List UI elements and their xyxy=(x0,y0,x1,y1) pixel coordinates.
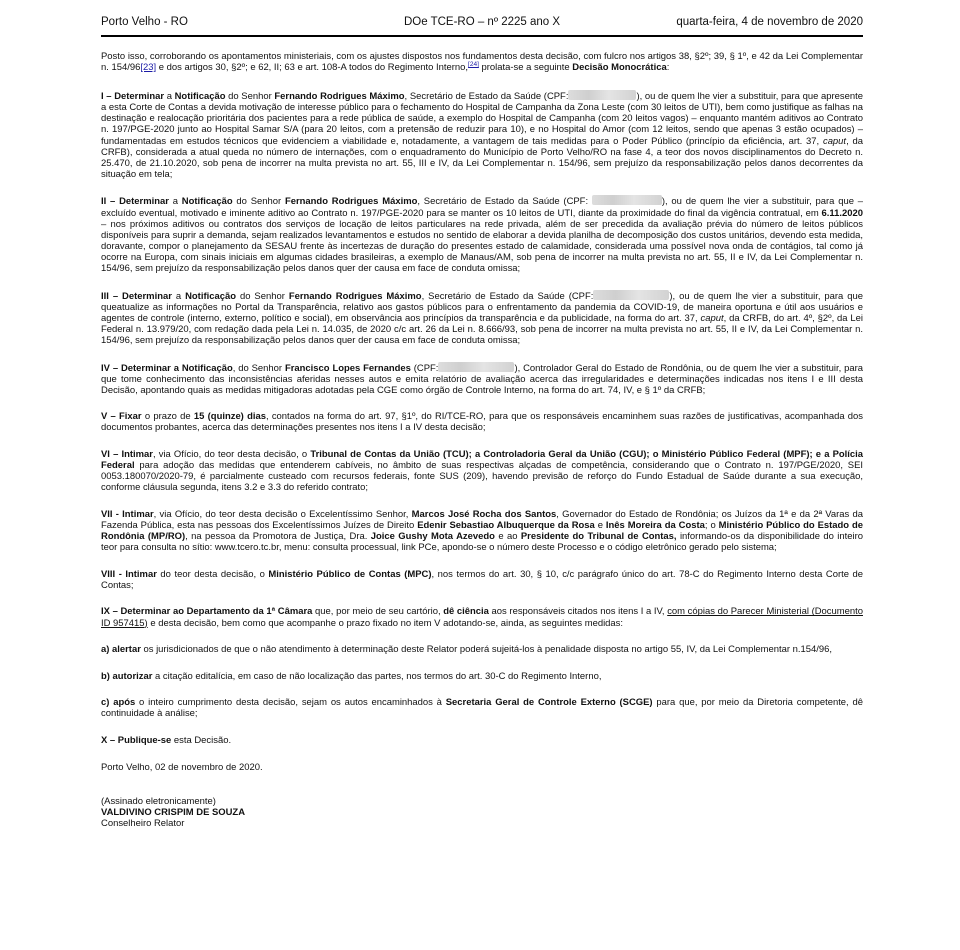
paragraph-item-v: V – Fixar o prazo de 15 (quinze) dias, contados na forma do art. 97, §1º, do RI/TCE-RO, para que os responsáveis encaminhem suas razões de justificativas, acompanhada dos documentos probantes, acerca das determinações presentes nos itens I a IV desta decisão; xyxy=(101,411,864,434)
redacted-cpf xyxy=(438,362,514,372)
place-date: Porto Velho, 02 de novembro de 2020. xyxy=(101,761,263,773)
header-city: Porto Velho - RO xyxy=(101,16,188,28)
paragraph-item-a: a) alertar os jurisdicionados de que o não atendimento à determinação deste Relator poderá sujeitá-los à penalidade disposta no artigo 55, IV, da Lei Complementar n.154/96, xyxy=(101,644,833,656)
signature-name: VALDIVINO CRISPIM DE SOUZA xyxy=(101,806,246,818)
footnote-link-24[interactable]: [24] xyxy=(468,60,479,68)
paragraph-item-x: X – Publique-se esta Decisão. xyxy=(101,735,232,747)
paragraph-item-b: b) autorizar a citação editalícia, em caso de não localização das partes, nos termos do art. 30-C do Regimento Interno, xyxy=(101,670,602,682)
signature-role: Conselheiro Relator xyxy=(101,818,185,830)
paragraph-item-c: c) após o inteiro cumprimento desta decisão, sejam os autos encaminhados à Secretaria Geral de Controle Externo (SCGE) para que, por meio da Diretoria competente, dê continuidade à análise; xyxy=(101,697,863,720)
document-body xyxy=(101,51,863,829)
header-date: quarta-feira, 4 de novembro de 2020 xyxy=(676,16,863,28)
redacted-cpf xyxy=(592,195,662,205)
paragraph-item-iv: IV – Determinar a Notificação, do Senhor Francisco Lopes Fernandes (CPF: ), Controlador Geral do Estado de Rondônia, ou de quem lhe vier a substituir, para que tome conhecimento das inconsistências aferidas nesses autos e emita relatório de avaliação acerca das irregularidades e determinações indicadas nos itens I e III desta Decisão, apontando quais as medidas mitigadoras adotadas pela CGE como órgão de Controle Interno, na forma do art. 74, IV, e § 1º da CRFB; xyxy=(101,362,864,396)
paragraph-item-vi: VI – Intimar, via Ofício, do teor desta decisão, o Tribunal de Contas da União (TCU); a Controladoria Geral da União (CGU); o Ministério Público Federal (MPF); e a Polícia Federal para adoção das medidas que entenderem cabíveis, no âmbito de suas respectivas alçadas de competência, considerando que o Contrato n. 197/PGE/2020, SEI 0053.180070/2020-79, é parcialmente custeado com recursos federais, fonte SUS (209), havendo previsão de reforço do Fundo Estadual de Saúde durante a sua execução, conforme cláusula segunda, itens 3.2 e 3.3 do referido contrato; xyxy=(101,449,864,494)
paragraph-item-ix: IX – Determinar ao Departamento da 1ª Câmara que, por meio de seu cartório, dê ciência aos responsáveis citados nos itens I a IV, com cópias do Parecer Ministerial (Documento ID 957415) e desta decisão, bem como que acompanhe o prazo fixado no item V adotando-se, ainda, as seguintes medidas: xyxy=(101,606,863,629)
paragraph-item-vii: VII - Intimar, via Ofício, do teor desta decisão o Excelentíssimo Senhor, Marcos José Rocha dos Santos, Governador do Estado de Rondônia; os Juízos da 1ª e da 2ª Varas da Fazenda Pública, esta nas pessoas dos Excelentíssimos Juízes de Direito Edenir Sebastiao Albuquerque da Rosa e Inês Moreira da Costa; o Ministério Público do Estado de Rondônia (MP/RO), na pessoa da Promotora de Justiça, Dra. Joice Gushy Mota Azevedo e ao Presidente do Tribunal de Contas, informando-os da disponibilidade do inteiro teor para consulta no sítio: www.tcero.tc.br, menu: consulta processual, link PCe, apondo-se o número deste Processo e o código eletrônico gerado pelo sistema; xyxy=(101,508,864,554)
paragraph-decision-intro: Posto isso, corroborando os apontamentos ministeriais, com os ajustes dispostos nos fundamentos desta decisão, com fulcro nos artigos 38, §2º; 39, § 1º, e 42 da Lei Complementar n. 154/96[23] e dos artigos 30, §2º; e 62, II; 63 e art. 108-A todos do Regimento Interno,[24] prolata-se a seguinte Decisão Monocrática: xyxy=(101,51,863,74)
paragraph-item-i: I – Determinar a Notificação do Senhor Fernando Rodrigues Máximo, Secretário de Estado da Saúde (CPF: ), ou de quem lhe vier a substituir, para que apresente a esta Corte de Contas a devida motivação de interesse público para o fechamento do Hospital de Campanha da Zona Leste (com 30 leitos de UTI), bem como justifique as falhas na destinação e realocação prioritária dos pacientes para a rede pública de saúde, a exemplo do Hospital de Campanha (com 20 leitos vagos) – enquanto mantém aditivos ao Contrato n. 197/PGE-2020 junto ao Hospital Samar S/A (para 20 leitos, com a pretensão de reduzir para 10), e no Hospital do Amor (com 12 leitos, sendo que apenas 3 estão ocupados) – fundamentadas em estudos técnicos que evidenciem a viabilidade e, notadamente, a vantagem de tais medidas para o Poder Público (princípio da eficiência, art. 37, caput, da CRFB), considerada a atual queda no número de internações, com o enquadramento do Município de Porto Velho/RO na fase 4, a teor dos novos disciplinamentos do Decreto n. 25.470, de 21.10.2020, sob pena de incorrer na multa prevista no art. 55, III e IV, da Lei Complementar n. 154/96, sem prejuízo da responsabilização pelos danos decorrentes da situação em tela; xyxy=(101,91,863,180)
header-edition: DOe TCE-RO – nº 2225 ano X xyxy=(403,16,561,28)
redacted-cpf xyxy=(593,290,669,300)
page-header xyxy=(101,13,863,37)
footnote-link-23[interactable]: [23] xyxy=(140,62,157,74)
paragraph-item-iii: III – Determinar a Notificação do Senhor Fernando Rodrigues Máximo, Secretário de Estado da Saúde (CPF: ), ou de quem lhe vier a substituir, para que queatualize as informações no Portal da Transparência, relativo aos gastos públicos para o enfrentamento da pandemia da COVID-19, de maneira oportuna e útil aos usuários e agentes de controle (interno, externo, político e social), em observância aos princípios da transparência e da publicidade, na forma do art. 37, caput, da CRFB, do art. 4º, §2º, da Lei Federal n. 13.979/20, com redação dada pela Lei n. 14.035, de 2020 c/c art. 26 da Lei n. 8.666/93, sob pena de incorrer na multa prevista no art. 55, II e IV, da Lei Complementar n. 154/96, sem prejuízo da responsabilização pelos danos quer der causa em face de conduta omissa; xyxy=(101,290,864,346)
redacted-cpf xyxy=(568,90,636,100)
paragraph-item-ii: II – Determinar a Notificação do Senhor Fernando Rodrigues Máximo, Secretário de Estado da Saúde (CPF: ), ou de quem lhe vier a substituir, para que – excluído eventual, motivado e iminente aditivo ao Contrato n. 197/PGE-2020 para se manter os 10 leitos de UTI, diante da proximidade do final da vigência contratual, em 6.11.2020 – nos próximos aditivos ou contratos dos serviços de locação de leitos particulares na rede privada, além de ser precedida da avaliação prévia do número de leitos públicos disponíveis para suprir a demanda, sejam realizados levantamentos e estudos no sentido de elaborar a devida planilha de decomposição dos custos unitários, devendo esta medida, doravante, compor o planejamento da SESAU frente às incertezas de duração do presentes estado de calamidade, considerada uma possível nova onda de contágios, tal como já ocorre na Europa, com sinais iniciais em algumas cidades brasileiras, a exemplo de Manaus/AM, sob pena de incorrer na multa prevista no art. 55, II e IV, da Lei Complementar n. 154/96, sem prejuízo da responsabilização pelos danos quer der causa em face de conduta omissa; xyxy=(101,196,863,274)
paragraph-item-viii: VIII - Intimar do teor desta decisão, o Ministério Público de Contas (MPC), nos termos do art. 30, § 10, c/c parágrafo único do art. 78-C do Regimento Interno desta Corte de Contas; xyxy=(101,568,863,591)
signature-note: (Assinado eletronicamente) xyxy=(101,795,216,807)
